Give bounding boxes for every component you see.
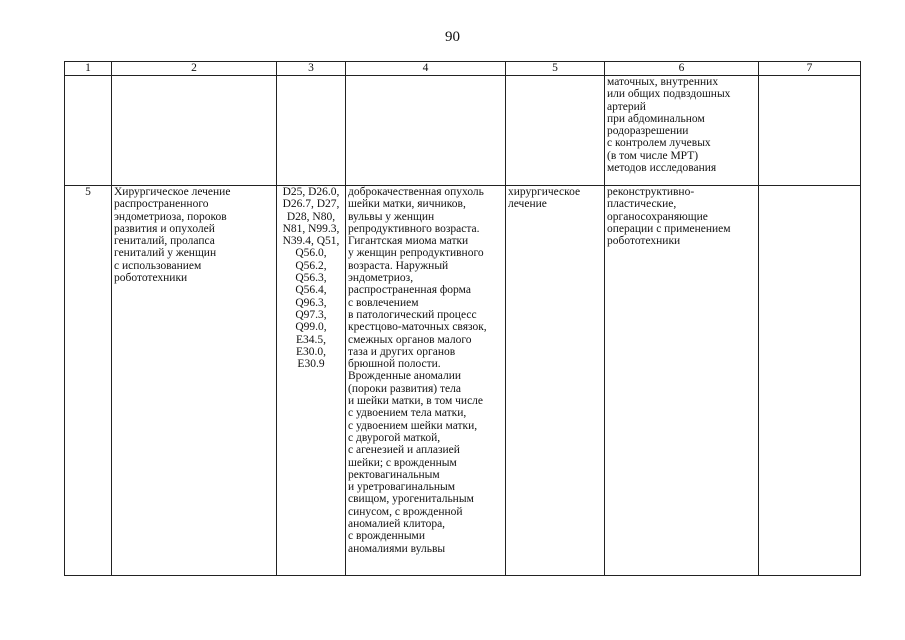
cell-cost [759,76,861,186]
header-col-1: 1 [65,62,112,76]
header-col-5: 5 [506,62,605,76]
medical-care-table [64,61,861,576]
cell-treatment-type: хирургическое лечение [506,186,605,576]
header-col-2: 2 [112,62,277,76]
cell-patient-model: доброкачественная опухоль шейки матки, яичников, вульвы у женщин репродуктивного возраста. Гигантская миома матки у женщин репродуктивного возраста. Наружный эндометриоз, распространенная форма с вовлечением в патологический процесс крестцово-маточных связок, смежных органов малого таза и других органов брюшной полости. Врожденные аномалии (пороки развития) тела и шейки матки, в том числе с удвоением тела матки, с удвоением шейки матки, с двурогой маткой, с агенезией и аплазией шейки; с врожденным ректовагинальным и уретровагинальным свищом, урогенитальным синусом, с врожденной аномалией клитора, с врожденными аномалиями вульвы [346,186,506,576]
cell-care-type: Хирургическое лечение распространенного эндометриоза, пороков развития и опухолей гениталий, пролапса гениталий у женщин с использованием робототехники [112,186,277,576]
cell-care-type [112,76,277,186]
header-col-6: 6 [605,62,759,76]
cell-patient-model [346,76,506,186]
cell-cost [759,186,861,576]
cell-diagnosis-codes [277,76,346,186]
cell-number [65,76,112,186]
table-row-continuation [65,76,861,186]
header-col-4: 4 [346,62,506,76]
cell-treatment-method: реконструктивно- пластические, органосохраняющие операции с применением робототехники [605,186,759,576]
cell-number: 5 [65,186,112,576]
header-col-7: 7 [759,62,861,76]
cell-treatment-type [506,76,605,186]
cell-diagnosis-codes: D25, D26.0, D26.7, D27, D28, N80, N81, N99.3, N39.4, Q51, Q56.0, Q56.2, Q56.3, Q56.4, Q96.3, Q97.3, Q99.0, E34.5, E30.0, E30.9 [277,186,346,576]
table-header-row [65,62,861,76]
page-number: 90 [445,29,460,45]
cell-treatment-method: маточных, внутренних или общих подвздошных артерий при абдоминальном родоразрешении с контролем лучевых (в том числе МРТ) методов исследования [605,76,759,186]
header-col-3: 3 [277,62,346,76]
table-row-5 [65,186,861,576]
